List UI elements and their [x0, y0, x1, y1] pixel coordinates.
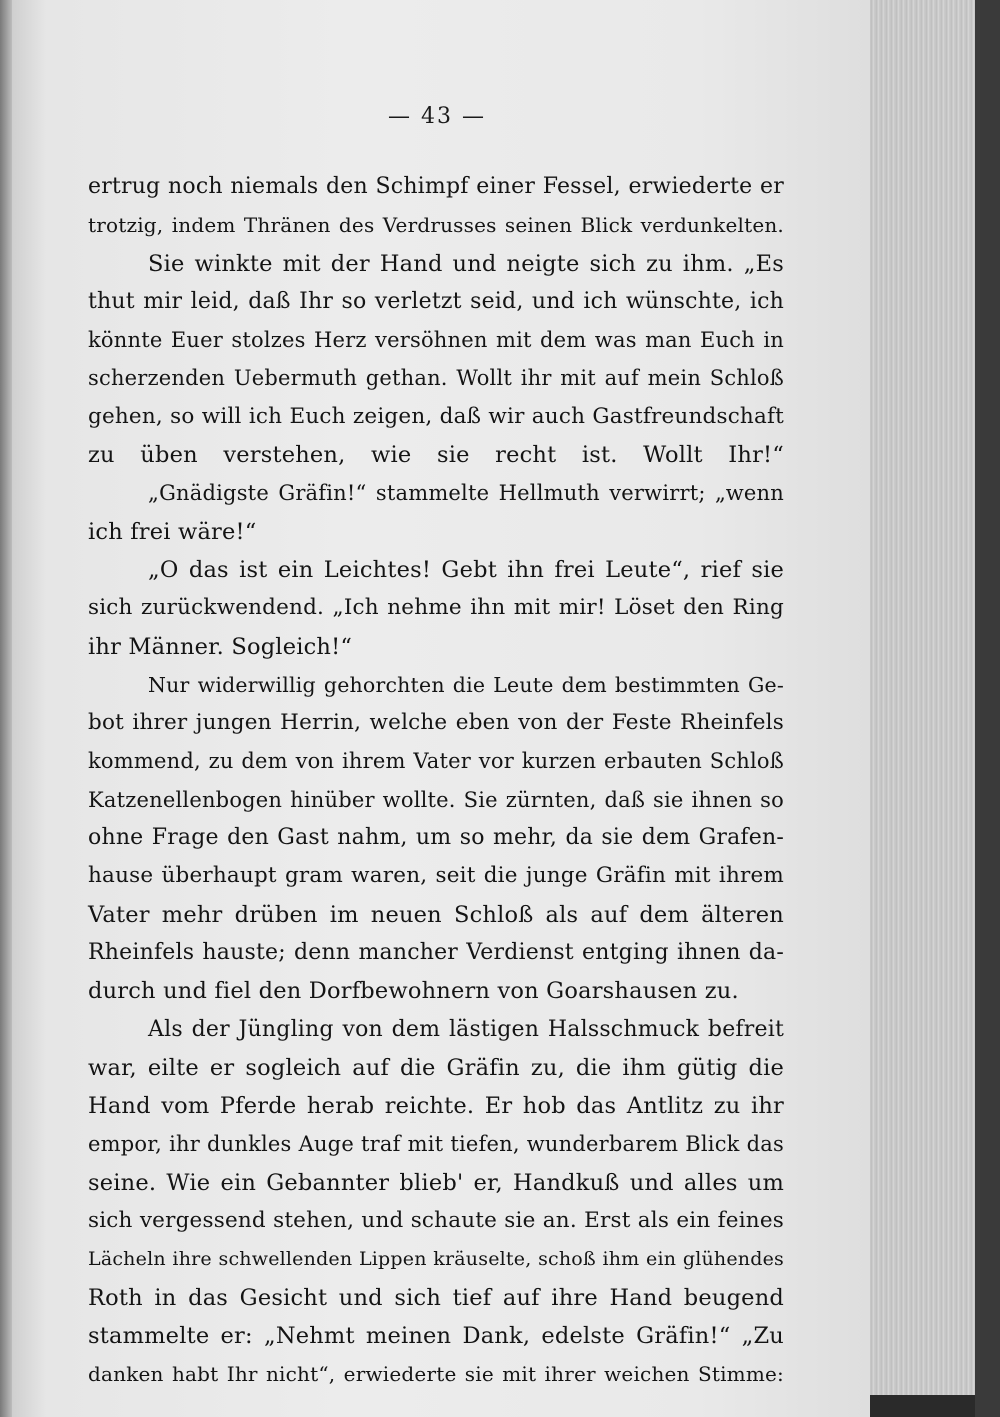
text-line: ohne Frage den Gast nahm, um so mehr, da sie dem Grafen-: [88, 825, 784, 851]
text-line: Sie winkte mit der Hand und neigte sich zu ihm. „Es: [148, 250, 784, 277]
text-line: seine. Wie ein Gebannter blieb' er, Handkuß und alles um: [88, 1169, 784, 1196]
text-line: sich vergessend stehen, und schaute sie an. Erst als ein feines: [88, 1208, 784, 1234]
page-stack-edges: [870, 0, 977, 1395]
text-line: Als der Jüngling von dem lästigen Halsschmuck befreit: [148, 1016, 784, 1042]
text-line: „O das ist ein Leichtes! Gebt ihn frei Leute“, rief sie: [148, 556, 784, 583]
text-line: trotzig, indem Thränen des Verdrusses seinen Blick verdunkelten.: [88, 213, 784, 238]
page-number: — 43 —: [388, 104, 486, 129]
text-line: Katzenellenbogen hinüber wollte. Sie zürnten, daß sie ihnen so: [88, 787, 784, 812]
text-line: Lächeln ihre schwellenden Lippen kräuselte, schoß ihm ein glühendes: [88, 1248, 784, 1271]
text-line: sich zurückwendend. „Ich nehme ihn mit mir! Löset den Ring: [88, 595, 784, 621]
text-line: könnte Euer stolzes Herz versöhnen mit dem was man Euch in: [88, 328, 784, 353]
text-line: danken habt Ihr nicht“, erwiederte sie mit ihrer weichen Stimme:: [88, 1362, 784, 1387]
text-line: zu üben verstehen, wie sie recht ist. Wollt Ihr!“: [88, 442, 784, 469]
book-cover-edge: [975, 0, 1000, 1417]
text-line: thut mir leid, daß Ihr so verletzt seid, und ich wünschte, ich: [88, 288, 784, 314]
text-line: empor, ihr dunkles Auge traf mit tiefen, wunderbarem Blick das: [88, 1132, 784, 1157]
text-line: Hand vom Pferde herab reichte. Er hob das Antlitz zu ihr: [88, 1093, 784, 1120]
text-line: war, eilte er sogleich auf die Gräfin zu, die ihm gütig die: [88, 1054, 784, 1081]
text-line: Vater mehr drüben im neuen Schloß als auf dem älteren: [88, 901, 784, 928]
text-line: scherzenden Uebermuth gethan. Wollt ihr mit auf mein Schloß: [88, 366, 784, 391]
text-line: Nur widerwillig gehorchten die Leute dem bestimmten Ge-: [148, 672, 784, 697]
text-line: ihr Männer. Sogleich!“: [88, 633, 353, 660]
text-line: stammelte er: „Nehmt meinen Dank, edelste Gräfin!“ „Zu: [88, 1322, 784, 1349]
text-line: durch und fiel den Dorfbewohnern von Goarshausen zu.: [88, 978, 739, 1005]
text-line: gehen, so will ich Euch zeigen, daß wir auch Gastfreundschaft: [88, 403, 784, 429]
text-line: kommend, zu dem von ihrem Vater vor kurzen erbauten Schloß: [88, 749, 784, 774]
text-line: Rheinfels hauste; denn mancher Verdienst entging ihnen da-: [88, 939, 784, 965]
text-line: hause überhaupt gram waren, seit die junge Gräfin mit ihrem: [88, 863, 784, 889]
text-line: Roth in das Gesicht und sich tief auf ihre Hand beugend: [88, 1284, 784, 1311]
text-line: „Gnädigste Gräfin!“ stammelte Hellmuth verwirrt; „wenn: [148, 481, 784, 506]
text-line: bot ihrer jungen Herrin, welche eben von der Feste Rheinfels: [88, 710, 784, 736]
text-line: ich frei wäre!“: [88, 518, 257, 545]
text-line: ertrug noch niemals den Schimpf einer Fessel, erwiederte er: [88, 174, 784, 199]
facing-page-edge: [0, 0, 12, 1417]
body-text: [88, 168, 784, 1394]
